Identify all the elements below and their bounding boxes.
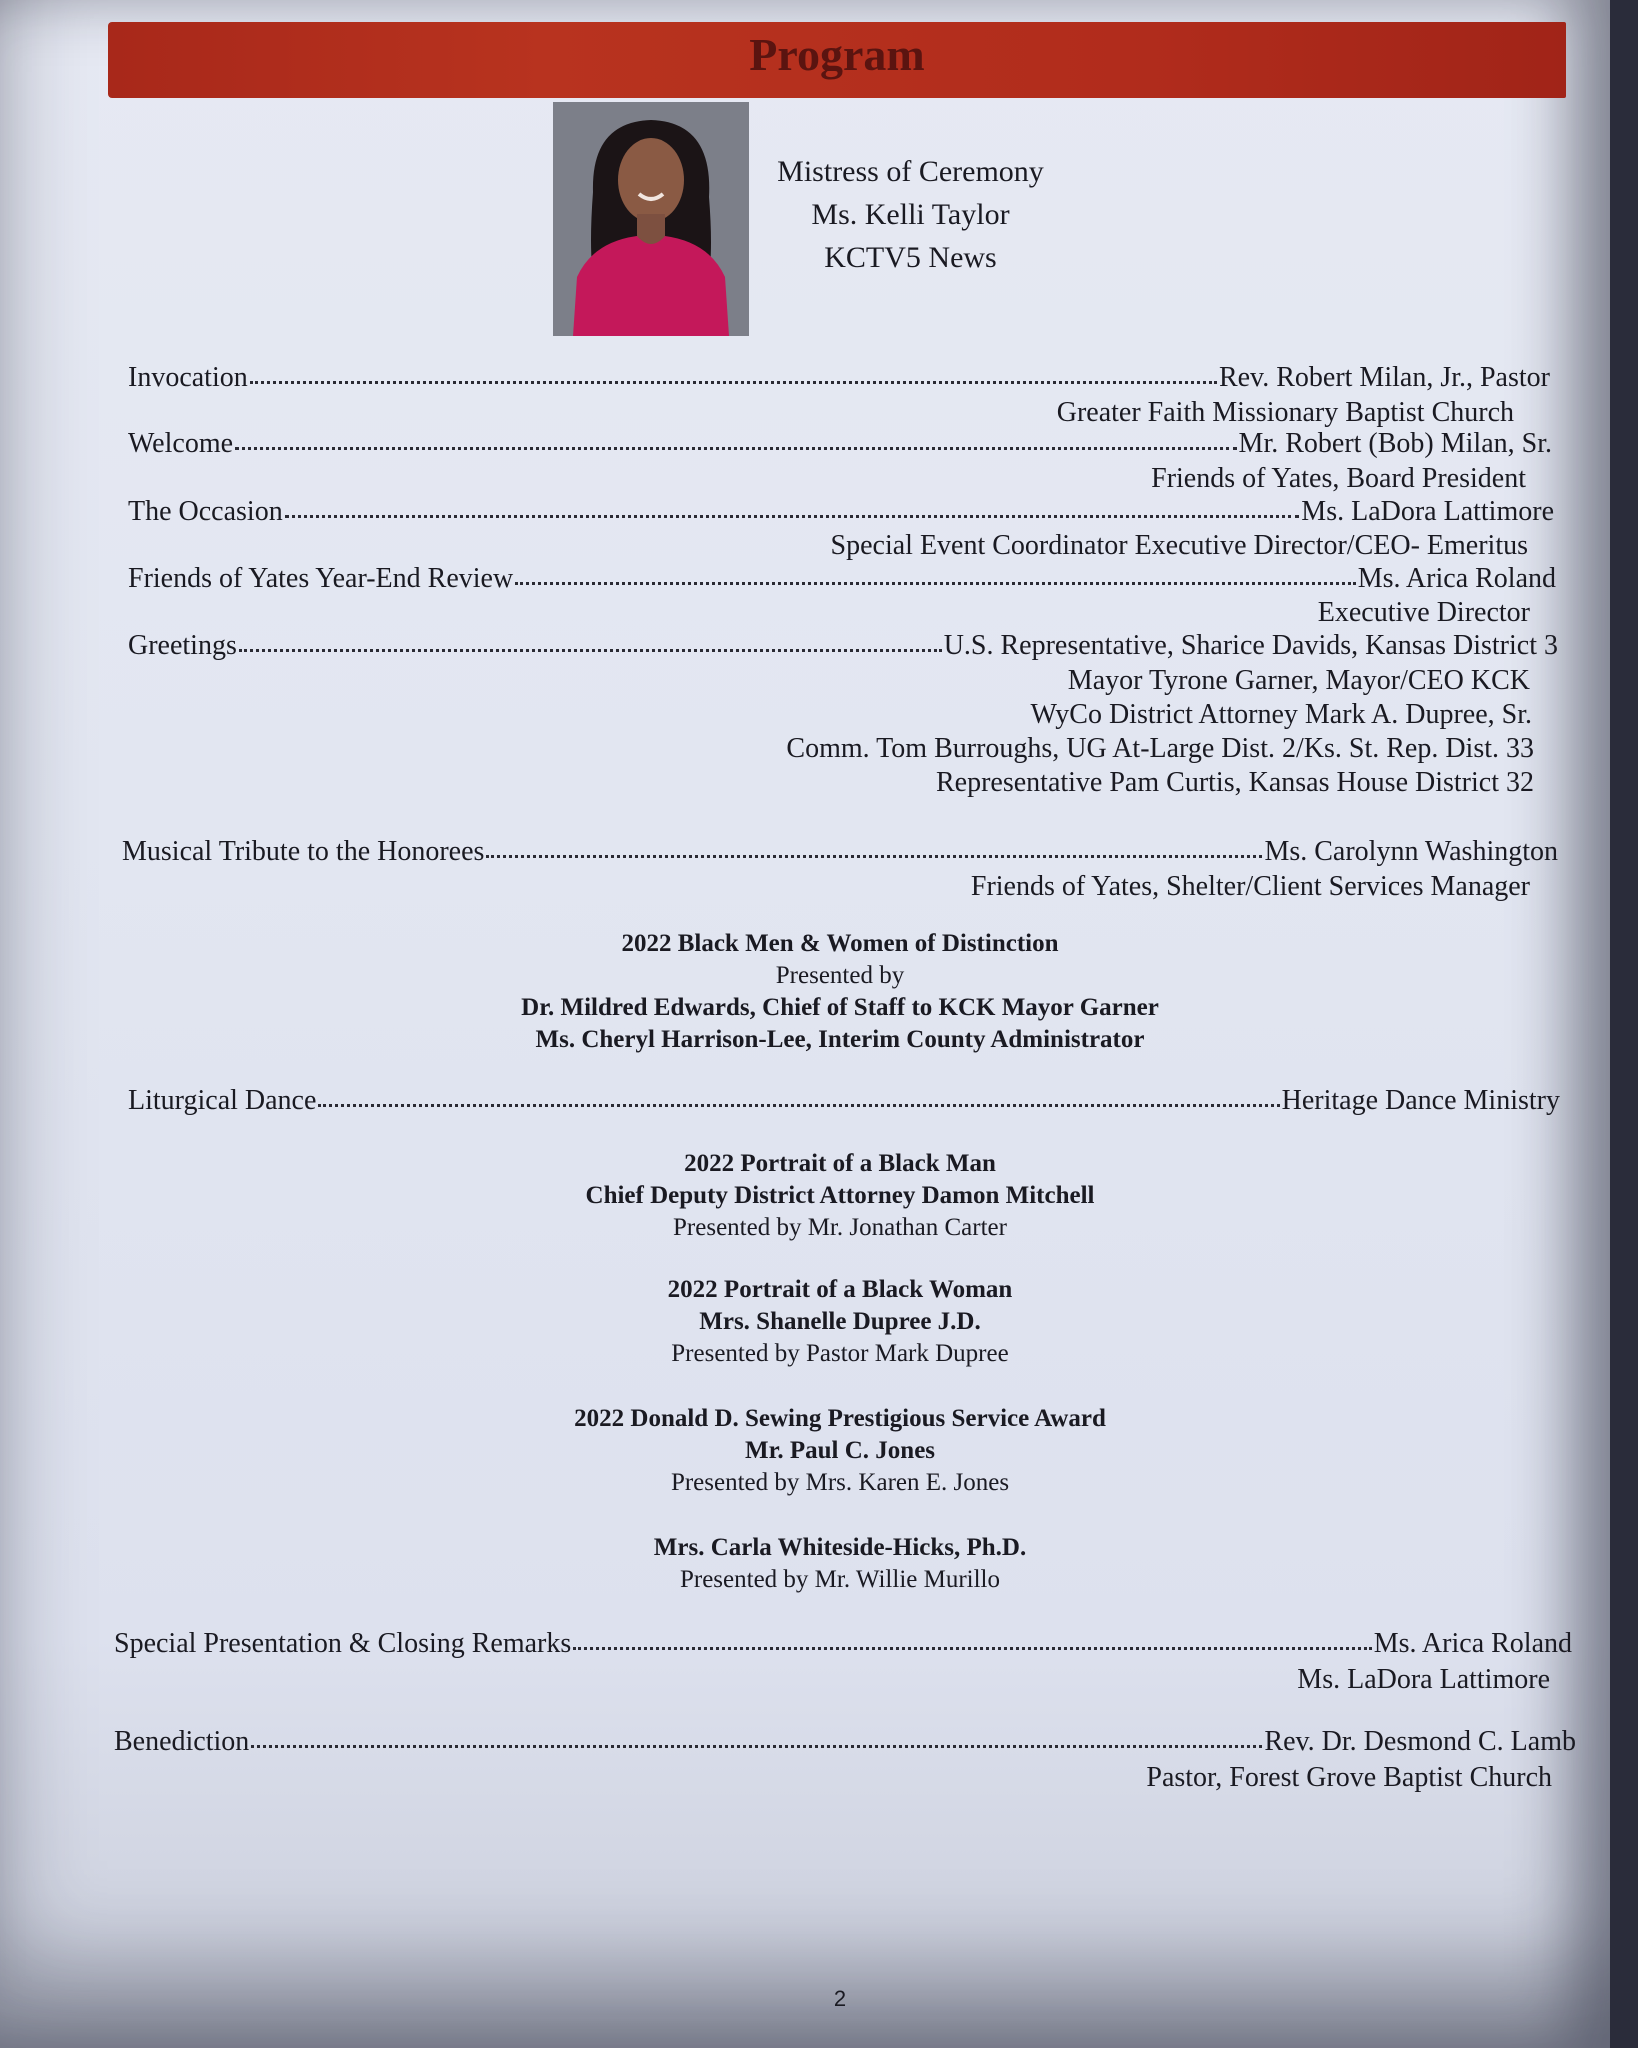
award-title: 2022 Black Men & Women of Distinction: [621, 930, 1059, 957]
mc-name: Ms. Kelli Taylor: [811, 198, 1010, 231]
leader-dots: [239, 648, 942, 652]
item-label: Liturgical Dance: [128, 1085, 317, 1116]
program-item-occasion: [128, 496, 1554, 528]
award-presented-by: Presented by: [775, 962, 905, 989]
award-presenter: Ms. Cheryl Harrison-Lee, Interim County Administrator: [535, 1026, 1145, 1053]
item-sub: Special Event Coordinator Executive Director/CEO- Emeritus: [830, 530, 1528, 561]
page-title: Program: [749, 29, 925, 80]
program-item-closing-remarks: [114, 1628, 1572, 1660]
award-honoree: Mrs. Shanelle Dupree J.D.: [699, 1308, 981, 1335]
portrait-image: [553, 102, 749, 336]
program-item-liturgical-dance: [128, 1085, 1560, 1117]
award-presented-by: Presented by Pastor Mark Dupree: [671, 1340, 1009, 1367]
item-sub: Greater Faith Missionary Baptist Church: [1056, 397, 1514, 428]
program-item-musical-tribute: [122, 836, 1558, 868]
item-label: Benediction: [114, 1726, 250, 1757]
award-presented-by: Presented by Mr. Jonathan Carter: [673, 1214, 1007, 1241]
item-sub: Pastor, Forest Grove Baptist Church: [1146, 1762, 1552, 1793]
program-item-invocation: [128, 362, 1550, 394]
item-sub: Friends of Yates, Shelter/Client Services Manager: [970, 871, 1530, 902]
award-honoree: Mrs. Carla Whiteside-Hicks, Ph.D.: [653, 1534, 1027, 1561]
item-label: Greetings: [128, 630, 237, 661]
item-name: Mr. Robert (Bob) Milan, Sr.: [1238, 428, 1552, 459]
program-item-benediction: [114, 1726, 1576, 1758]
award-title: 2022 Portrait of a Black Woman: [667, 1276, 1013, 1303]
award-presented-by: Presented by Mrs. Karen E. Jones: [670, 1469, 1010, 1496]
program-item-greetings: [128, 630, 1558, 662]
item-name: Ms. Arica Roland: [1357, 563, 1556, 594]
award-honoree: Chief Deputy District Attorney Damon Mitchell: [585, 1182, 1095, 1209]
item-name: Heritage Dance Ministry: [1281, 1085, 1560, 1116]
award-distinction: [400, 928, 1280, 1056]
item-label: The Occasion: [128, 496, 283, 527]
item-label: Welcome: [128, 428, 234, 459]
item-sub: Executive Director: [1317, 597, 1530, 628]
award-portrait-man: [400, 1148, 1280, 1244]
program-item-welcome: [128, 428, 1552, 460]
award-whiteside-hicks: [400, 1532, 1280, 1596]
program-banner: [108, 22, 1566, 98]
page-number: 2: [833, 1986, 847, 2011]
leader-dots: [515, 581, 1355, 585]
item-name: Rev. Robert Milan, Jr., Pastor: [1218, 362, 1550, 393]
item-name: Ms. Arica Roland: [1373, 1628, 1572, 1659]
leader-dots: [250, 380, 1217, 384]
mc-org: KCTV5 News: [824, 241, 997, 274]
award-presented-by: Presented by Mr. Willie Murillo: [679, 1566, 1001, 1593]
mistress-of-ceremony: [768, 150, 1053, 279]
item-label: Invocation: [128, 362, 248, 393]
item-sub: Comm. Tom Burroughs, UG At-Large Dist. 2/Ks. St. Rep. Dist. 33: [786, 733, 1534, 764]
item-label: Special Presentation & Closing Remarks: [114, 1628, 572, 1659]
leader-dots: [486, 854, 1262, 858]
item-sub: Ms. LaDora Lattimore: [1297, 1664, 1550, 1695]
item-sub: Friends of Yates, Board President: [1151, 463, 1526, 494]
mc-photo: [553, 102, 749, 336]
item-name: Rev. Dr. Desmond C. Lamb: [1264, 1726, 1576, 1757]
award-portrait-woman: [400, 1274, 1280, 1370]
leader-dots: [573, 1646, 1371, 1650]
item-sub: Representative Pam Curtis, Kansas House District 32: [935, 767, 1534, 798]
award-honoree: Mr. Paul C. Jones: [744, 1437, 936, 1464]
leader-dots: [235, 446, 1237, 450]
item-name: Ms. Carolynn Washington: [1264, 836, 1558, 867]
award-title: 2022 Donald D. Sewing Prestigious Service Award: [574, 1405, 1106, 1432]
program-item-year-end-review: [128, 563, 1556, 595]
award-presenter: Dr. Mildred Edwards, Chief of Staff to KCK Mayor Garner: [521, 994, 1159, 1021]
award-title: 2022 Portrait of a Black Man: [684, 1150, 996, 1177]
item-name: Ms. LaDora Lattimore: [1301, 496, 1554, 527]
leader-dots: [318, 1103, 1279, 1107]
item-sub: WyCo District Attorney Mark A. Dupree, Sr.: [1030, 699, 1532, 730]
award-sewing: [400, 1403, 1280, 1499]
leader-dots: [251, 1744, 1262, 1748]
item-name: U.S. Representative, Sharice Davids, Kansas District 3: [943, 630, 1558, 661]
item-label: Musical Tribute to the Honorees: [122, 836, 485, 867]
leader-dots: [285, 514, 1300, 518]
item-label: Friends of Yates Year-End Review: [128, 563, 514, 594]
mc-role: Mistress of Ceremony: [777, 155, 1044, 188]
item-sub: Mayor Tyrone Garner, Mayor/CEO KCK: [1067, 665, 1530, 696]
